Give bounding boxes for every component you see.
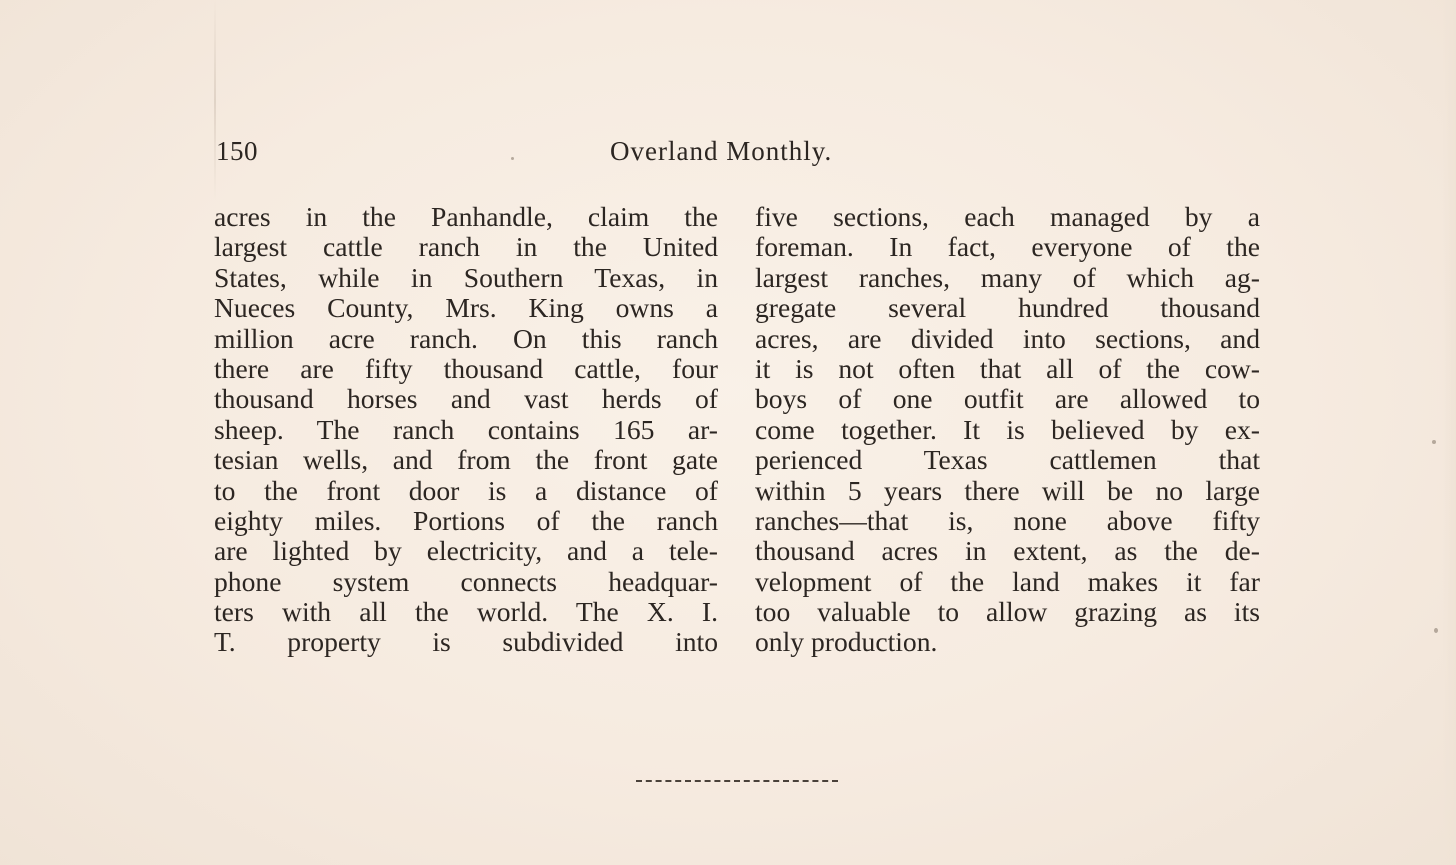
text-line: too valuable to allow grazing as its xyxy=(755,596,1260,628)
text-line: thousand horses and vast herds of xyxy=(214,383,718,415)
text-line: Nueces County, Mrs. King owns a xyxy=(214,292,718,324)
text-line: only production. xyxy=(755,626,938,658)
text-line: foreman. In fact, everyone of the xyxy=(755,231,1260,263)
text-line: thousand acres in extent, as the de- xyxy=(755,535,1260,567)
text-line: five sections, each managed by a xyxy=(755,201,1260,232)
running-head xyxy=(216,136,1260,172)
text-line: are lighted by electricity, and a tele- xyxy=(214,535,718,567)
text-line: perienced Texas cattlemen that xyxy=(755,444,1260,476)
journal-title: Overland Monthly. xyxy=(610,136,833,166)
text-line: States, while in Southern Texas, in xyxy=(214,261,718,293)
text-line: phone system connects headquar- xyxy=(214,565,718,597)
text-line: largest ranches, many of which ag- xyxy=(755,261,1260,293)
text-line: sheep. The ranch contains 165 ar- xyxy=(214,413,718,445)
text-line: million acre ranch. On this ranch xyxy=(214,322,718,354)
text-line: eighty miles. Portions of the ranch xyxy=(214,504,718,536)
text-line: to the front door is a distance of xyxy=(214,474,718,506)
text-line: gregate several hundred thousand xyxy=(755,292,1260,324)
text-line: ranches—that is, none above fifty xyxy=(755,504,1260,536)
text-column-right xyxy=(755,202,1260,658)
text-line: T. property is subdivided into xyxy=(214,626,718,658)
text-line: come together. It is believed by ex- xyxy=(755,413,1260,445)
text-line: tesian wells, and from the front gate xyxy=(214,444,718,476)
text-line: there are fifty thousand cattle, four xyxy=(214,352,718,384)
text-line: velopment of the land makes it far xyxy=(755,565,1260,597)
text-line: acres in the Panhandle, claim the xyxy=(214,201,718,232)
text-line: ters with all the world. The X. I. xyxy=(214,596,718,628)
paper-speck xyxy=(1434,628,1438,633)
text-line: acres, are divided into sections, and xyxy=(755,322,1260,354)
text-column-left xyxy=(214,202,718,658)
text-line: within 5 years there will be no large xyxy=(755,474,1260,506)
page-number: 150 xyxy=(216,136,258,166)
text-line: it is not often that all of the cow- xyxy=(755,352,1260,384)
paper-speck xyxy=(1432,440,1436,444)
text-line: boys of one outfit are allowed to xyxy=(755,383,1260,415)
paper-speck xyxy=(511,157,514,160)
page-edge-shadow xyxy=(1442,0,1456,865)
text-line: largest cattle ranch in the United xyxy=(214,231,718,263)
section-end-rule xyxy=(636,780,838,782)
